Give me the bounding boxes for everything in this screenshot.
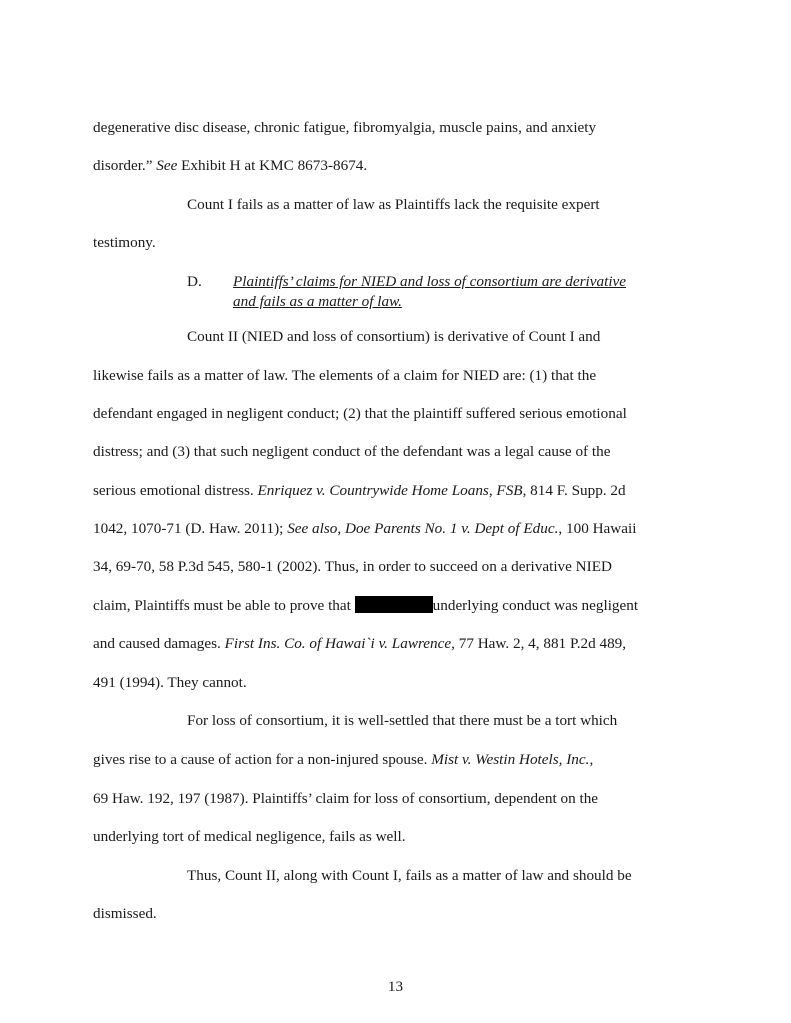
text-line	[93, 596, 638, 616]
text-line: Count II (NIED and loss of consortium) is derivative of Count I and	[187, 328, 601, 345]
text-run: , 814 F. Supp. 2d	[522, 482, 626, 499]
section-heading-line-1: Plaintiffs’ claims for NIED and loss of consortium are derivative	[233, 273, 627, 290]
text-line	[93, 481, 626, 501]
text-line: likewise fails as a matter of law. The elements of a claim for NIED are: (1) that the	[93, 367, 597, 384]
text-run: claim, Plaintiffs must be able to prove that	[93, 597, 351, 614]
text-run: , 77 Haw. 2, 4, 881 P.2d 489,	[451, 635, 627, 652]
text-line: underlying tort of medical negligence, fails as well.	[93, 828, 406, 845]
heading-letter: D.	[187, 273, 202, 290]
text-line: degenerative disc disease, chronic fatigue, fibromyalgia, muscle pains, and anxiety	[93, 119, 597, 136]
section-heading-line-2: and fails as a matter of law.	[233, 293, 402, 310]
redaction-block	[355, 596, 433, 613]
text-line	[93, 634, 626, 654]
exhibit-cite: Exhibit H at KMC 8673-8674.	[181, 157, 368, 174]
case-citation: Mist v. Westin Hotels, Inc.	[431, 751, 590, 768]
text-run: underlying conduct was negligent	[432, 597, 639, 614]
text-line: 34, 69-70, 58 P.3d 545, 580-1 (2002). Thus, in order to succeed on a derivative NIED	[93, 558, 612, 575]
text-line: defendant engaged in negligent conduct; (2) that the plaintiff suffered serious emotional	[93, 405, 627, 422]
text-line: 69 Haw. 192, 197 (1987). Plaintiffs’ claim for loss of consortium, dependent on the	[93, 790, 599, 807]
text-run: , 100 Hawaii	[558, 520, 637, 537]
text-line: 491 (1994). They cannot.	[93, 674, 247, 691]
signal-see: See	[156, 157, 178, 174]
text-line: Count I fails as a matter of law as Plaintiffs lack the requisite expert	[187, 196, 600, 213]
case-citation: First Ins. Co. of Hawai`i v. Lawrence	[224, 635, 452, 652]
text-line	[93, 519, 636, 539]
page-number: 13	[387, 978, 404, 995]
case-citation: See also, Doe Parents No. 1 v. Dept of Educ.	[287, 520, 559, 537]
text-line	[93, 156, 367, 176]
text-line	[93, 750, 593, 770]
text-line: testimony.	[93, 234, 156, 251]
text-run: and caused damages.	[93, 635, 221, 652]
text-run: disorder.”	[93, 157, 153, 174]
text-run: ,	[589, 751, 594, 768]
case-citation: Enriquez v. Countrywide Home Loans, FSB	[257, 482, 523, 499]
text-run: serious emotional distress.	[93, 482, 254, 499]
text-line: dismissed.	[93, 905, 157, 922]
text-line: distress; and (3) that such negligent conduct of the defendant was a legal cause of the	[93, 443, 611, 460]
text-run: gives rise to a cause of action for a non-injured spouse.	[93, 751, 428, 768]
text-line: For loss of consortium, it is well-settled that there must be a tort which	[187, 712, 618, 729]
text-line: Thus, Count II, along with Count I, fails as a matter of law and should be	[187, 867, 632, 884]
text-run: 1042, 1070-71 (D. Haw. 2011);	[93, 520, 284, 537]
